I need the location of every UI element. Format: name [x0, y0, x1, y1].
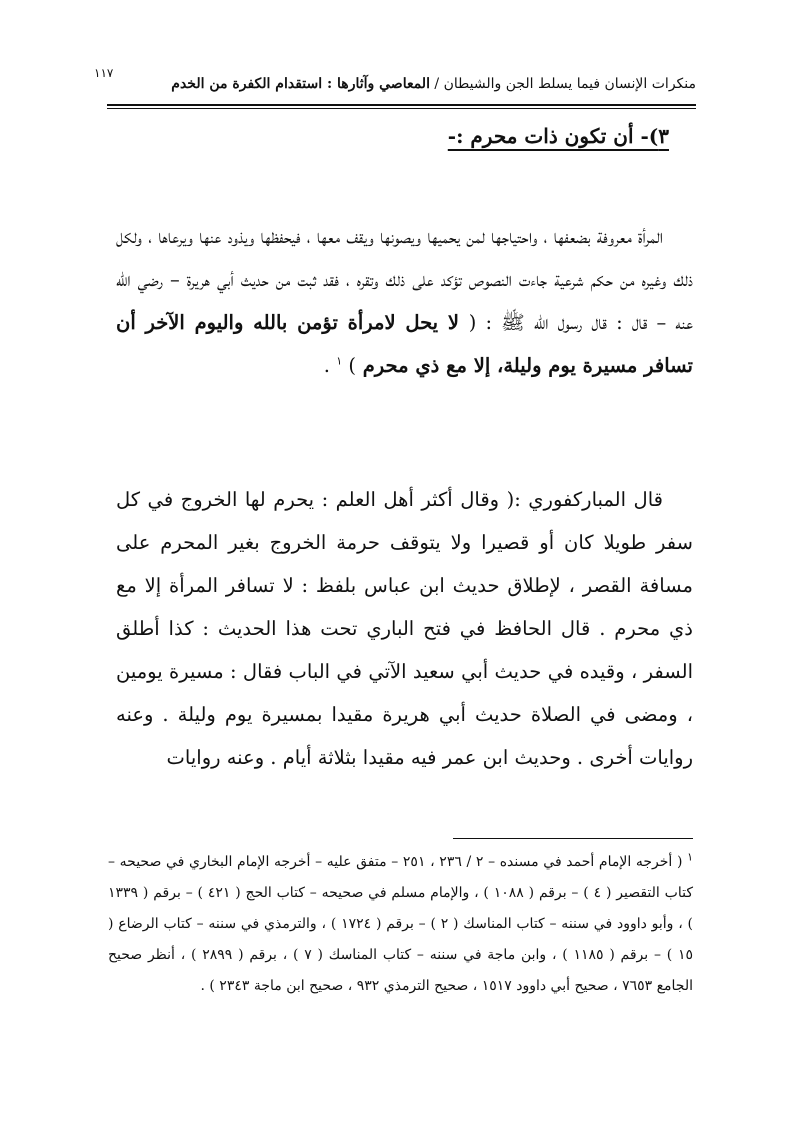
header-rule — [107, 104, 696, 106]
footnote-rule — [453, 838, 693, 839]
page-number: ١١٧ — [94, 66, 114, 80]
footnote-text: ( أخرجه الإمام أحمد في مسنده – ٢ / ٢٣٦ ، ٢٥١ – متفق عليه – أخرجه الإمام البخاري في صحيحه – كتاب التقصير ( ٤ ) – برقم ( ١٠٨٨ ) ، والإمام مسلم في صحيحه – كتاب الحج ( ٤٢١ ) – برقم ( ١٣٣٩ ) ، وأبو داوود في سننه – كتاب المناسك ( ٢ ) – برقم ( ١٧٢٤ ) ، والترمذي في سننه – كتاب الرضاع ( ١٥ ) – برقم ( ١١٨٥ ) ، وابن ماجة في سننه – كتاب المناسك ( ٧ ) ، برقم ( ٢٨٩٩ ) ، أنظر صحيح الجامع ٧٦٥٣ ، صحيح أبي داوود ١٥١٧ ، صحيح الترمذي ٩٣٢ ، صحيح ابن ماجة ٢٣٤٣ ) . — [108, 854, 693, 994]
paragraph-1 — [116, 215, 693, 387]
hadith-quote: لا يحل لامرأة تؤمن بالله واليوم الآخر أن تسافر مسيرة يوم وليلة، إلا مع ذي محرم — [116, 311, 693, 377]
chapter-title: المعاصي وآثارها : استقدام الكفرة من الخدم — [171, 76, 430, 92]
book-title: منكرات الإنسان فيما يسلط الجن والشيطان — [443, 76, 696, 92]
header-rule-thin — [107, 108, 696, 109]
header-separator: / — [429, 76, 440, 92]
paragraph-1-end: . — [323, 354, 337, 377]
section-title: ٣)- أن تكون ذات محرم :- — [447, 124, 669, 148]
footnote-reference[interactable]: ١ — [336, 354, 343, 368]
paragraph-1-text: المرأة معروفة بضعفها ، واحتياجها لمن يحميها ويصونها ويقف معها ، فيحفظها ويذود عنها ويرعاها ، ولكل ذلك وغيره من حكم شرعية جاءت النصوص تؤكد على ذلك وتقره ، فقد ثبت من حديث أبي هريرة – رضي الله عنه – قال : قال رسول الله ﷺ : ( — [116, 225, 693, 334]
paragraph-2 — [116, 478, 693, 779]
paragraph-2-text: قال المباركفوري :( وقال أكثر أهل العلم : يحرم لها الخروج في كل سفر طويلا كان أو قصيرا ولا يتوقف حرمة الخروج بغير المحرم على مسافة القصر ، لإطلاق حديث ابن عباس بلفظ : لا تسافر المرأة إلا مع ذي محرم . قال الحافظ في فتح الباري تحت هذا الحديث : كذا أطلق السفر ، وقيده في حديث أبي سعيد الآتي في الباب فقال : مسيرة يومين ، ومضى في الصلاة حديث أبي هريرة مقيدا بمسيرة يوم وليلة . وعنه روايات أخرى . وحديث ابن عمر فيه مقيدا بثلاثة أيام . وعنه روايات — [116, 488, 693, 769]
hadith-close: ) — [348, 354, 356, 377]
running-header — [142, 76, 696, 92]
footnote-number: ١ — [687, 850, 693, 864]
footnote — [108, 847, 693, 1002]
